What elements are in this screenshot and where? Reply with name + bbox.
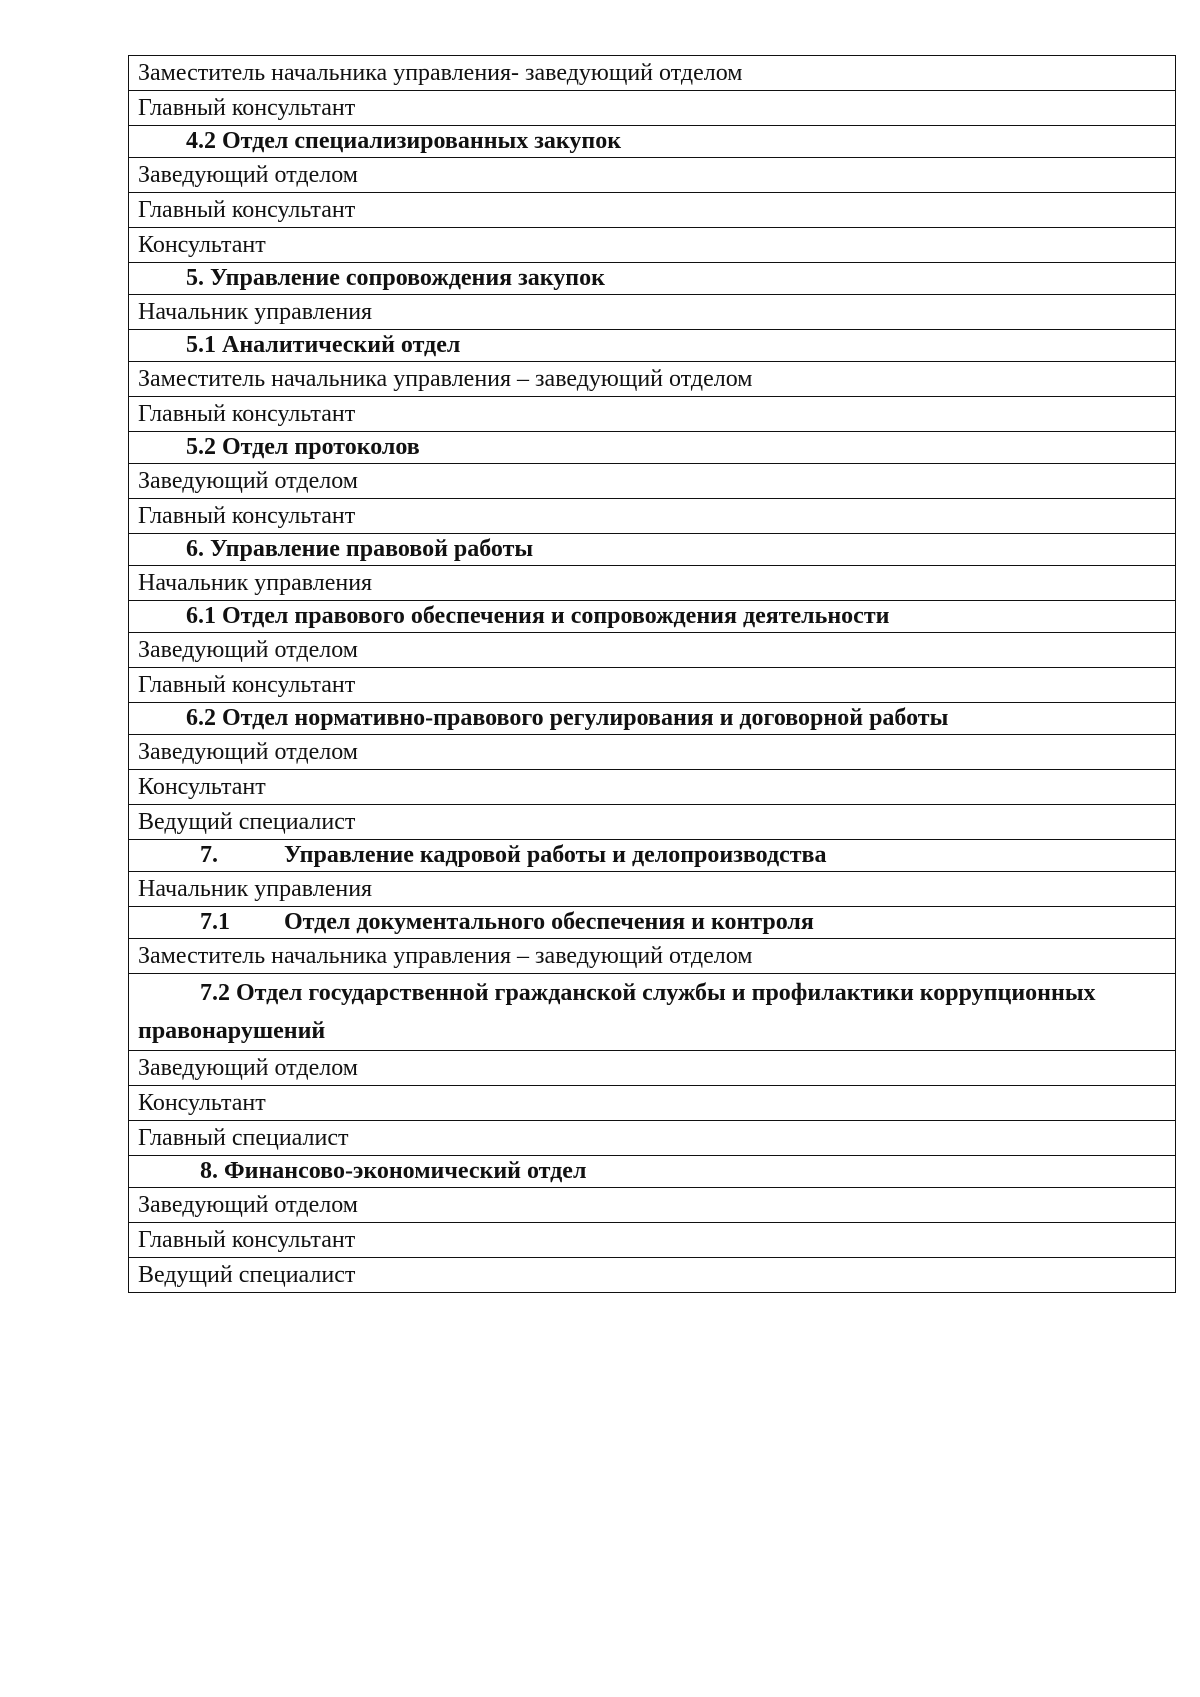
position-row — [129, 735, 1176, 770]
department-heading-row — [129, 126, 1176, 158]
position-cell: Главный консультант — [129, 397, 1176, 432]
department-heading-cell — [129, 974, 1176, 1051]
department-heading-cell — [129, 1156, 1176, 1188]
position-cell: Заведующий отделом — [129, 1188, 1176, 1223]
department-heading-cell — [129, 330, 1176, 362]
department-heading-cell — [129, 432, 1176, 464]
position-cell: Заместитель начальника управления – заведующий отделом — [129, 939, 1176, 974]
position-cell: Начальник управления — [129, 872, 1176, 907]
position-row — [129, 1188, 1176, 1223]
department-heading-text: 5.2 Отдел протоколов — [186, 434, 420, 460]
position-row — [129, 499, 1176, 534]
position-row — [129, 1223, 1176, 1258]
position-cell: Консультант — [129, 1086, 1176, 1121]
position-row — [129, 668, 1176, 703]
department-heading-row — [129, 840, 1176, 872]
position-cell: Ведущий специалист — [129, 1258, 1176, 1293]
position-row — [129, 939, 1176, 974]
department-heading-text: 7.2 Отдел государственной гражданской службы и профилактики коррупционных правонарушений — [138, 980, 1096, 1044]
department-heading-cell — [129, 263, 1176, 295]
position-row — [129, 56, 1176, 91]
department-heading-number: 7. — [200, 842, 218, 868]
position-cell: Консультант — [129, 770, 1176, 805]
position-row — [129, 633, 1176, 668]
department-heading-row — [129, 1156, 1176, 1188]
position-row — [129, 1086, 1176, 1121]
department-heading-text: 6. Управление правовой работы — [186, 536, 534, 562]
department-heading-row — [129, 432, 1176, 464]
position-cell: Главный специалист — [129, 1121, 1176, 1156]
position-cell: Главный консультант — [129, 668, 1176, 703]
position-row — [129, 295, 1176, 330]
position-cell: Начальник управления — [129, 295, 1176, 330]
department-heading-cell — [129, 601, 1176, 633]
position-cell: Заведующий отделом — [129, 158, 1176, 193]
department-heading-number: 7.1 — [200, 909, 230, 935]
position-cell: Заместитель начальника управления- заведующий отделом — [129, 56, 1176, 91]
staff-positions-table — [128, 55, 1176, 1293]
position-row — [129, 158, 1176, 193]
department-heading-row — [129, 601, 1176, 633]
department-heading-text: 6.2 Отдел нормативно-правового регулирования и договорной работы — [186, 705, 949, 731]
position-cell: Начальник управления — [129, 566, 1176, 601]
department-heading-cell — [129, 126, 1176, 158]
position-cell: Заведующий отделом — [129, 633, 1176, 668]
position-row — [129, 464, 1176, 499]
position-cell: Заведующий отделом — [129, 464, 1176, 499]
position-row — [129, 1258, 1176, 1293]
department-heading-text: 5.1 Аналитический отдел — [186, 332, 461, 358]
department-heading-text: 8. Финансово-экономический отдел — [200, 1158, 587, 1184]
position-row — [129, 566, 1176, 601]
department-heading-text: 5. Управление сопровождения закупок — [186, 265, 605, 291]
position-cell: Ведущий специалист — [129, 805, 1176, 840]
position-cell: Консультант — [129, 228, 1176, 263]
department-heading-cell — [129, 703, 1176, 735]
position-row — [129, 193, 1176, 228]
department-heading-cell — [129, 840, 1176, 872]
department-heading-row — [129, 907, 1176, 939]
position-row — [129, 805, 1176, 840]
position-row — [129, 228, 1176, 263]
department-heading-row — [129, 974, 1176, 1051]
department-heading-cell — [129, 534, 1176, 566]
department-heading-text: 6.1 Отдел правового обеспечения и сопровождения деятельности — [186, 603, 890, 629]
department-heading-row — [129, 534, 1176, 566]
position-cell: Главный консультант — [129, 91, 1176, 126]
department-heading-row — [129, 703, 1176, 735]
department-heading-text: Управление кадровой работы и делопроизводства — [284, 842, 827, 868]
position-cell: Главный консультант — [129, 1223, 1176, 1258]
position-row — [129, 1121, 1176, 1156]
position-row — [129, 1051, 1176, 1086]
position-cell: Заведующий отделом — [129, 1051, 1176, 1086]
department-heading-row — [129, 263, 1176, 295]
position-cell: Главный консультант — [129, 193, 1176, 228]
department-heading-row — [129, 330, 1176, 362]
position-cell: Главный консультант — [129, 499, 1176, 534]
position-row — [129, 770, 1176, 805]
department-heading-cell — [129, 907, 1176, 939]
position-cell: Заведующий отделом — [129, 735, 1176, 770]
position-row — [129, 362, 1176, 397]
position-row — [129, 397, 1176, 432]
position-row — [129, 91, 1176, 126]
position-row — [129, 872, 1176, 907]
position-cell: Заместитель начальника управления – заведующий отделом — [129, 362, 1176, 397]
department-heading-text: 4.2 Отдел специализированных закупок — [186, 128, 622, 154]
department-heading-text: Отдел документального обеспечения и контроля — [284, 909, 814, 935]
